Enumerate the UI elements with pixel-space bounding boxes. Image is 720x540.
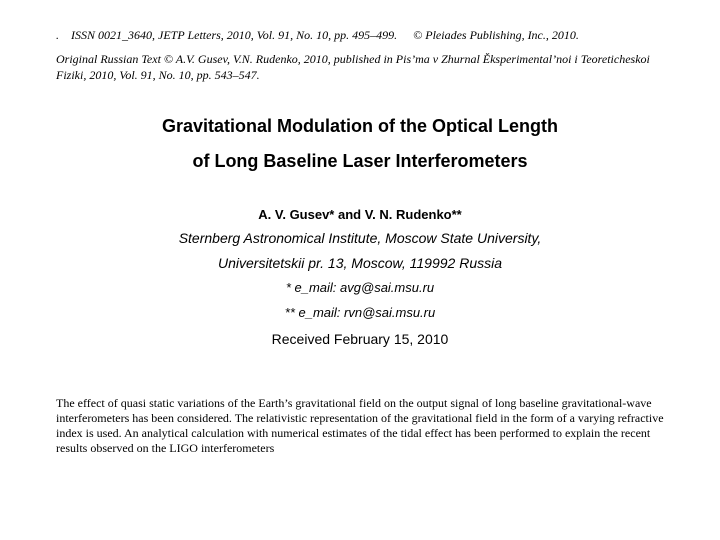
paper-title-line-2: of Long Baseline Laser Interferometers [192,151,528,171]
author-email-2: ** e_mail: rvn@sai.msu.ru [284,305,436,320]
received-date: Received February 15, 2010 [271,331,449,347]
copyright-notice: © Pleiades Publishing, Inc., 2010. [413,28,579,42]
author-email-1: * e_mail: avg@sai.msu.ru [285,280,435,295]
journal-header [56,28,579,43]
journal-citation: ISSN 0021_3640, JETP Letters, 2010, Vol. 91, No. 10, pp. 495–499. [71,28,398,42]
authors: A. V. Gusev* and V. N. Rudenko** [258,207,462,222]
abstract: The effect of quasi static variations of the Earth’s gravitational field on the output signal of long baseline gravitational-wave interferometers has been considered. The relativistic representation of the gravitational field in the form of a varying refractive index is used. An analytical calculation with numerical estimates of the tidal effect has been performed to explain the recent results observed on the LIGO interferometers [56,396,664,455]
paper-title-line-1: Gravitational Modulation of the Optical Length [162,116,558,136]
header-bullet: . [56,28,59,42]
original-text-line-2: Fiziki, 2010, Vol. 91, No. 10, pp. 543–547. [56,68,260,82]
affiliation-line-1: Sternberg Astronomical Institute, Moscow State University, [178,230,542,246]
original-text-line-1: Original Russian Text © A.V. Gusev, V.N. Rudenko, 2010, published in Pis’ma v Zhurnal Ěksperimental’noi i Teoreticheskoi [56,52,650,66]
affiliation-line-2: Universitetskii pr. 13, Moscow, 119992 Russia [217,255,502,271]
